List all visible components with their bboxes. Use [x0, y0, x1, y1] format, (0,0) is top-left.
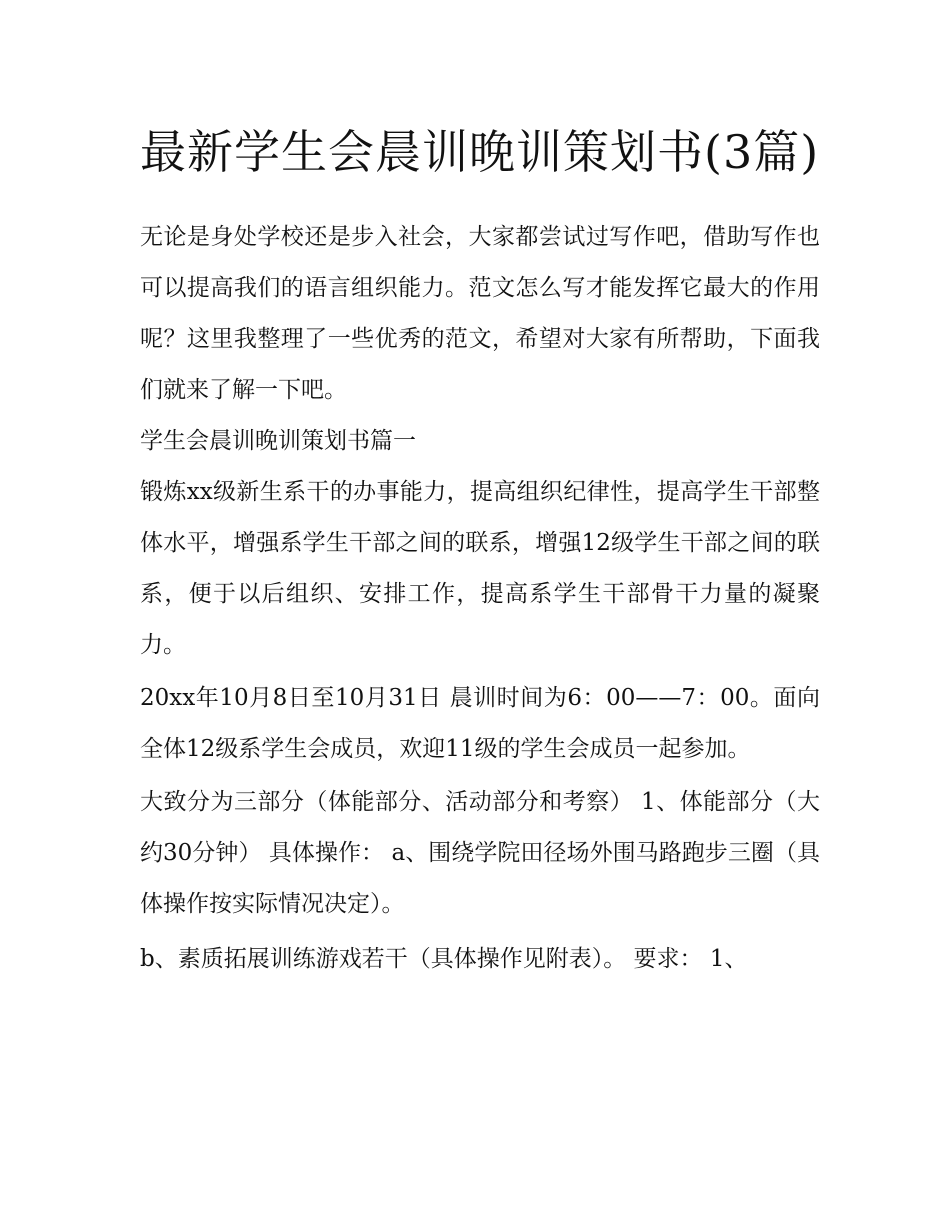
intro-paragraph: 无论是身处学校还是步入社会，大家都尝试过写作吧，借助写作也可以提高我们的语言组织能力。范文怎么写才能发挥它最大的作用呢？这里我整理了一些优秀的范文，希望对大家有所帮助，下面我们就来了解一下吧。	[140, 224, 820, 403]
document-title: 最新学生会晨训晚训策划书(3篇)	[140, 125, 820, 179]
document-page	[140, 112, 820, 985]
requirements-paragraph: b、素质拓展训练游戏若干（具体操作见附表）。 要求： 1、	[140, 946, 748, 972]
section-heading: 学生会晨训晚训策划书篇一	[140, 428, 416, 454]
purpose-paragraph: 锻炼xx级新生系干的办事能力，提高组织纪律性，提高学生干部整体水平，增强系学生干部之间的联系，增强12级学生干部之间的联系，便于以后组织、安排工作，提高系学生干部骨干力量的凝聚力。	[140, 479, 820, 658]
time-paragraph: 20xx年10月8日至10月31日 晨训时间为6：00——7：00。面向全体12级系学生会成员，欢迎11级的学生会成员一起参加。	[140, 685, 820, 762]
content-paragraph: 大致分为三部分（体能部分、活动部分和考察） 1、体能部分（大约30分钟） 具体操作： a、围绕学院田径场外围马路跑步三圈（具体操作按实际情况决定）。	[140, 789, 820, 917]
